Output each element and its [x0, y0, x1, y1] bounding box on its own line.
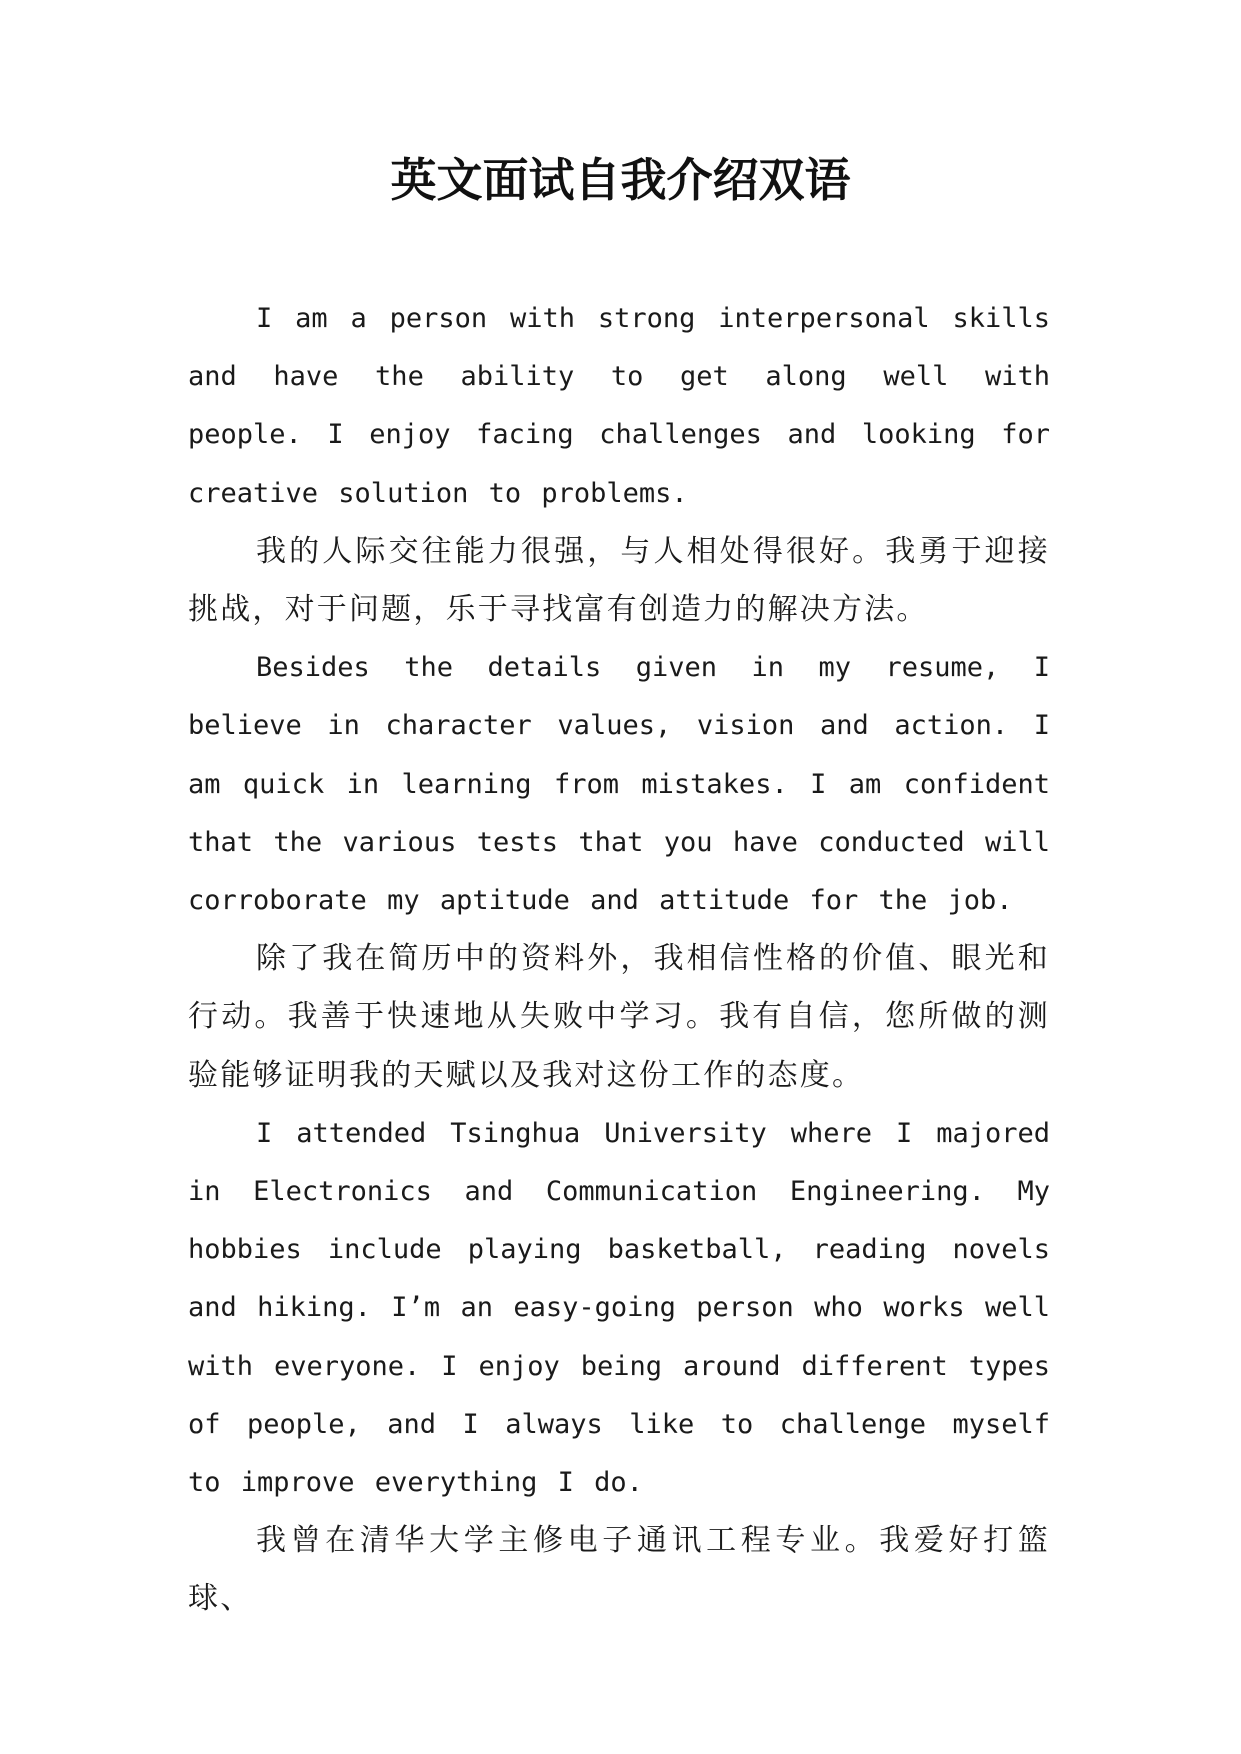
paragraph-chinese-1: 我的人际交往能力很强，与人相处得很好。我勇于迎接挑战，对于问题，乐于寻找富有创造力的解决方法。 [188, 533, 1050, 628]
paragraph-english-2: Besides the details given in my resume, I believe in character values, vision and action. I am quick in learning from mistakes. I am confident that the various tests that you have conducted will corroborate my aptitude and attitude for the job. [188, 652, 1050, 917]
document-body [188, 290, 1050, 1629]
paragraph-english-3: I attended Tsinghua University where I majored in Electronics and Communication Engineering. My hobbies include playing basketball, reading novels and hiking. I’m an easy-going person who works well with everyone. I enjoy being around different types of people, and I always like to challenge myself to improve everything I do. [188, 1117, 1050, 1499]
paragraph-english-1: I am a person with strong interpersonal skills and have the ability to get along well with people. I enjoy facing challenges and looking for creative solution to problems. [188, 303, 1050, 509]
paragraph-chinese-3: 我曾在清华大学主修电子通讯工程专业。我爱好打篮球、 [188, 1523, 1050, 1617]
paragraph-chinese-2: 除了我在简历中的资料外，我相信性格的价值、眼光和行动。我善于快速地从失败中学习。我有自信，您所做的测验能够证明我的天赋以及我对这份工作的态度。 [188, 941, 1050, 1093]
document-title: 英文面试自我介绍双语 [390, 153, 851, 207]
